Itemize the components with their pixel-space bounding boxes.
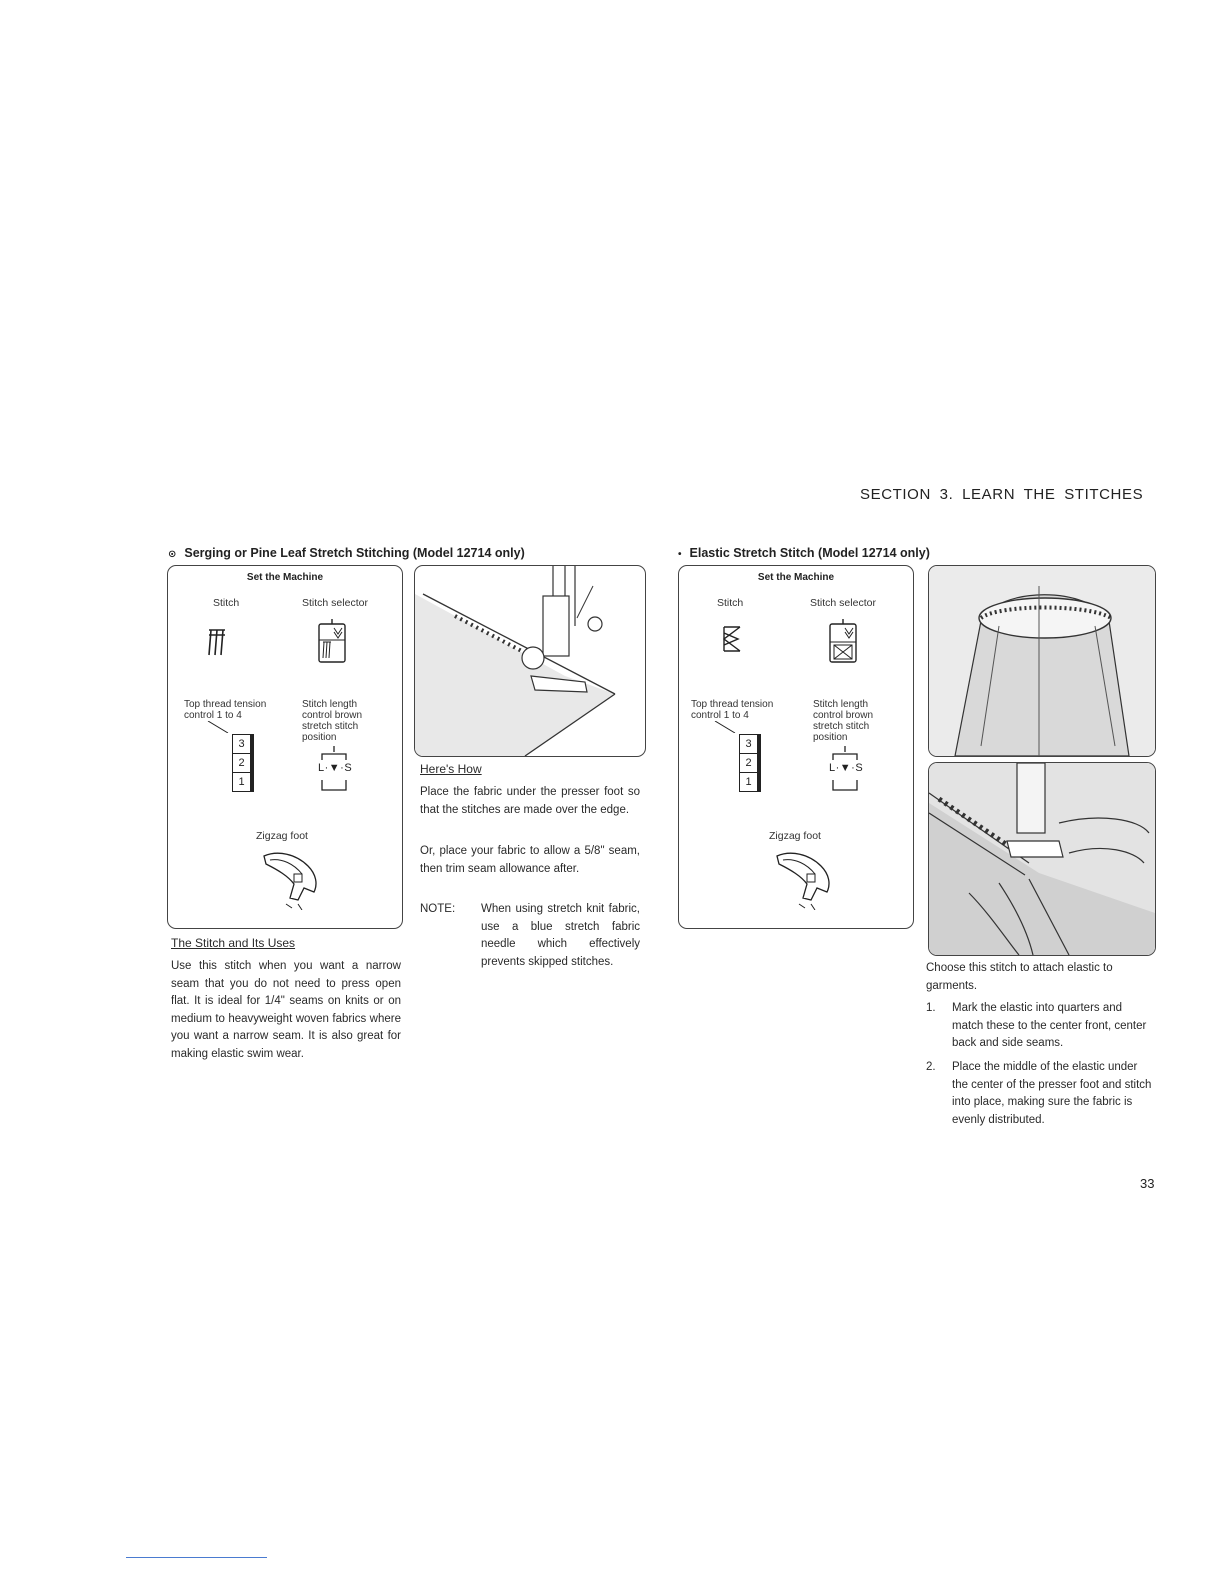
- pointer-line-icon: [206, 721, 230, 733]
- stitch-label: Stitch: [213, 597, 240, 609]
- elastic-heading: [678, 546, 930, 560]
- step-text: Place the middle of the elastic under the center of the presser foot and stitch into place, making sure the fabric is evenly distributed.: [952, 1061, 1152, 1126]
- section-title: SECTION 3. LEARN THE STITCHES: [860, 486, 1144, 503]
- tension-label: Top thread tension control 1 to 4: [184, 699, 267, 721]
- elastic-heading-text: Elastic Stretch Stitch (Model 12714 only): [689, 546, 930, 560]
- dial-number: 1: [739, 773, 761, 792]
- hands-guiding-elastic-drawing: [929, 763, 1155, 955]
- elastic-stitch-icon: [721, 624, 743, 654]
- panel-title: Set the Machine: [246, 572, 324, 583]
- stitch-selector-label: Stitch selector: [302, 597, 368, 609]
- sewing-hands-illustration: [928, 762, 1156, 956]
- bullet-icon: •: [678, 549, 682, 560]
- heres-how-p1: Place the fabric under the presser foot so that the stitches are made over the edge.: [420, 786, 640, 816]
- zigzag-foot-icon: [771, 848, 837, 910]
- dial-number: 3: [739, 734, 761, 754]
- stitch-label: Stitch: [717, 597, 744, 609]
- length-marks: L·▼·S: [829, 762, 864, 774]
- step-number: 1.: [926, 1002, 936, 1014]
- bullet-icon: ⊙: [168, 549, 177, 560]
- dial-number: 2: [232, 754, 254, 773]
- stitch-selector-dial-icon: [314, 618, 350, 666]
- zigzag-foot-label: Zigzag foot: [769, 830, 821, 842]
- set-machine-panel-left: [167, 565, 403, 929]
- page-number: 33: [1140, 1176, 1155, 1191]
- step-1: [926, 1000, 1156, 1053]
- note-text: When using stretch knit fabric, use a blue stretch fabric needle which effectively prevents skipped stitches.: [481, 903, 640, 968]
- serging-heading: [168, 546, 525, 560]
- stitch-length-label: Stitch length control brown stretch stitch position: [813, 699, 874, 743]
- zigzag-foot-label: Zigzag foot: [256, 830, 308, 842]
- serging-heading-text: Serging or Pine Leaf Stretch Stitching (Model 12714 only): [184, 546, 525, 560]
- skirt-waistband-drawing: [929, 566, 1155, 756]
- serging-illustration: [414, 565, 646, 757]
- dial-number: 1: [232, 773, 254, 792]
- set-machine-panel-right: [678, 565, 914, 929]
- panel-title: Set the Machine: [757, 572, 835, 583]
- stitch-uses-text: Use this stitch when you want a narrow seam that you do not need to press open flat. It is ideal for 1/4" seams on knits or on medium to heavyweight woven fabrics where you want a narrow seam. It is also great for making elastic swim wear.: [171, 960, 401, 1060]
- tension-dial: [739, 734, 761, 792]
- pointer-line-icon: [713, 721, 737, 733]
- elastic-intro: Choose this stitch to attach elastic to garments.: [926, 962, 1113, 992]
- step-text: Mark the elastic into quarters and match these to the center front, center back and side seams.: [952, 1002, 1147, 1049]
- note-label: NOTE:: [420, 903, 456, 915]
- bottom-rule: [126, 1557, 267, 1558]
- length-marks: L·▼·S: [318, 762, 353, 774]
- stitch-uses-heading: The Stitch and Its Uses: [171, 936, 296, 950]
- tension-dial: [232, 734, 254, 792]
- serging-stitch-icon: [206, 626, 228, 658]
- stitch-selector-dial-icon: [825, 618, 861, 666]
- tension-label: Top thread tension control 1 to 4: [691, 699, 774, 721]
- stitch-length-label: Stitch length control brown stretch stitch position: [302, 699, 363, 743]
- step-2: [926, 1059, 1156, 1129]
- step-number: 2.: [926, 1061, 936, 1073]
- zigzag-foot-icon: [258, 848, 324, 910]
- presser-foot-illustration: [415, 566, 645, 756]
- stitch-selector-label: Stitch selector: [810, 597, 876, 609]
- dial-number: 3: [232, 734, 254, 754]
- dial-number: 2: [739, 754, 761, 773]
- garment-elastic-illustration: [928, 565, 1156, 757]
- heres-how-p2: Or, place your fabric to allow a 5/8" seam, then trim seam allowance after.: [420, 845, 640, 875]
- heres-how-heading: Here's How: [420, 762, 482, 776]
